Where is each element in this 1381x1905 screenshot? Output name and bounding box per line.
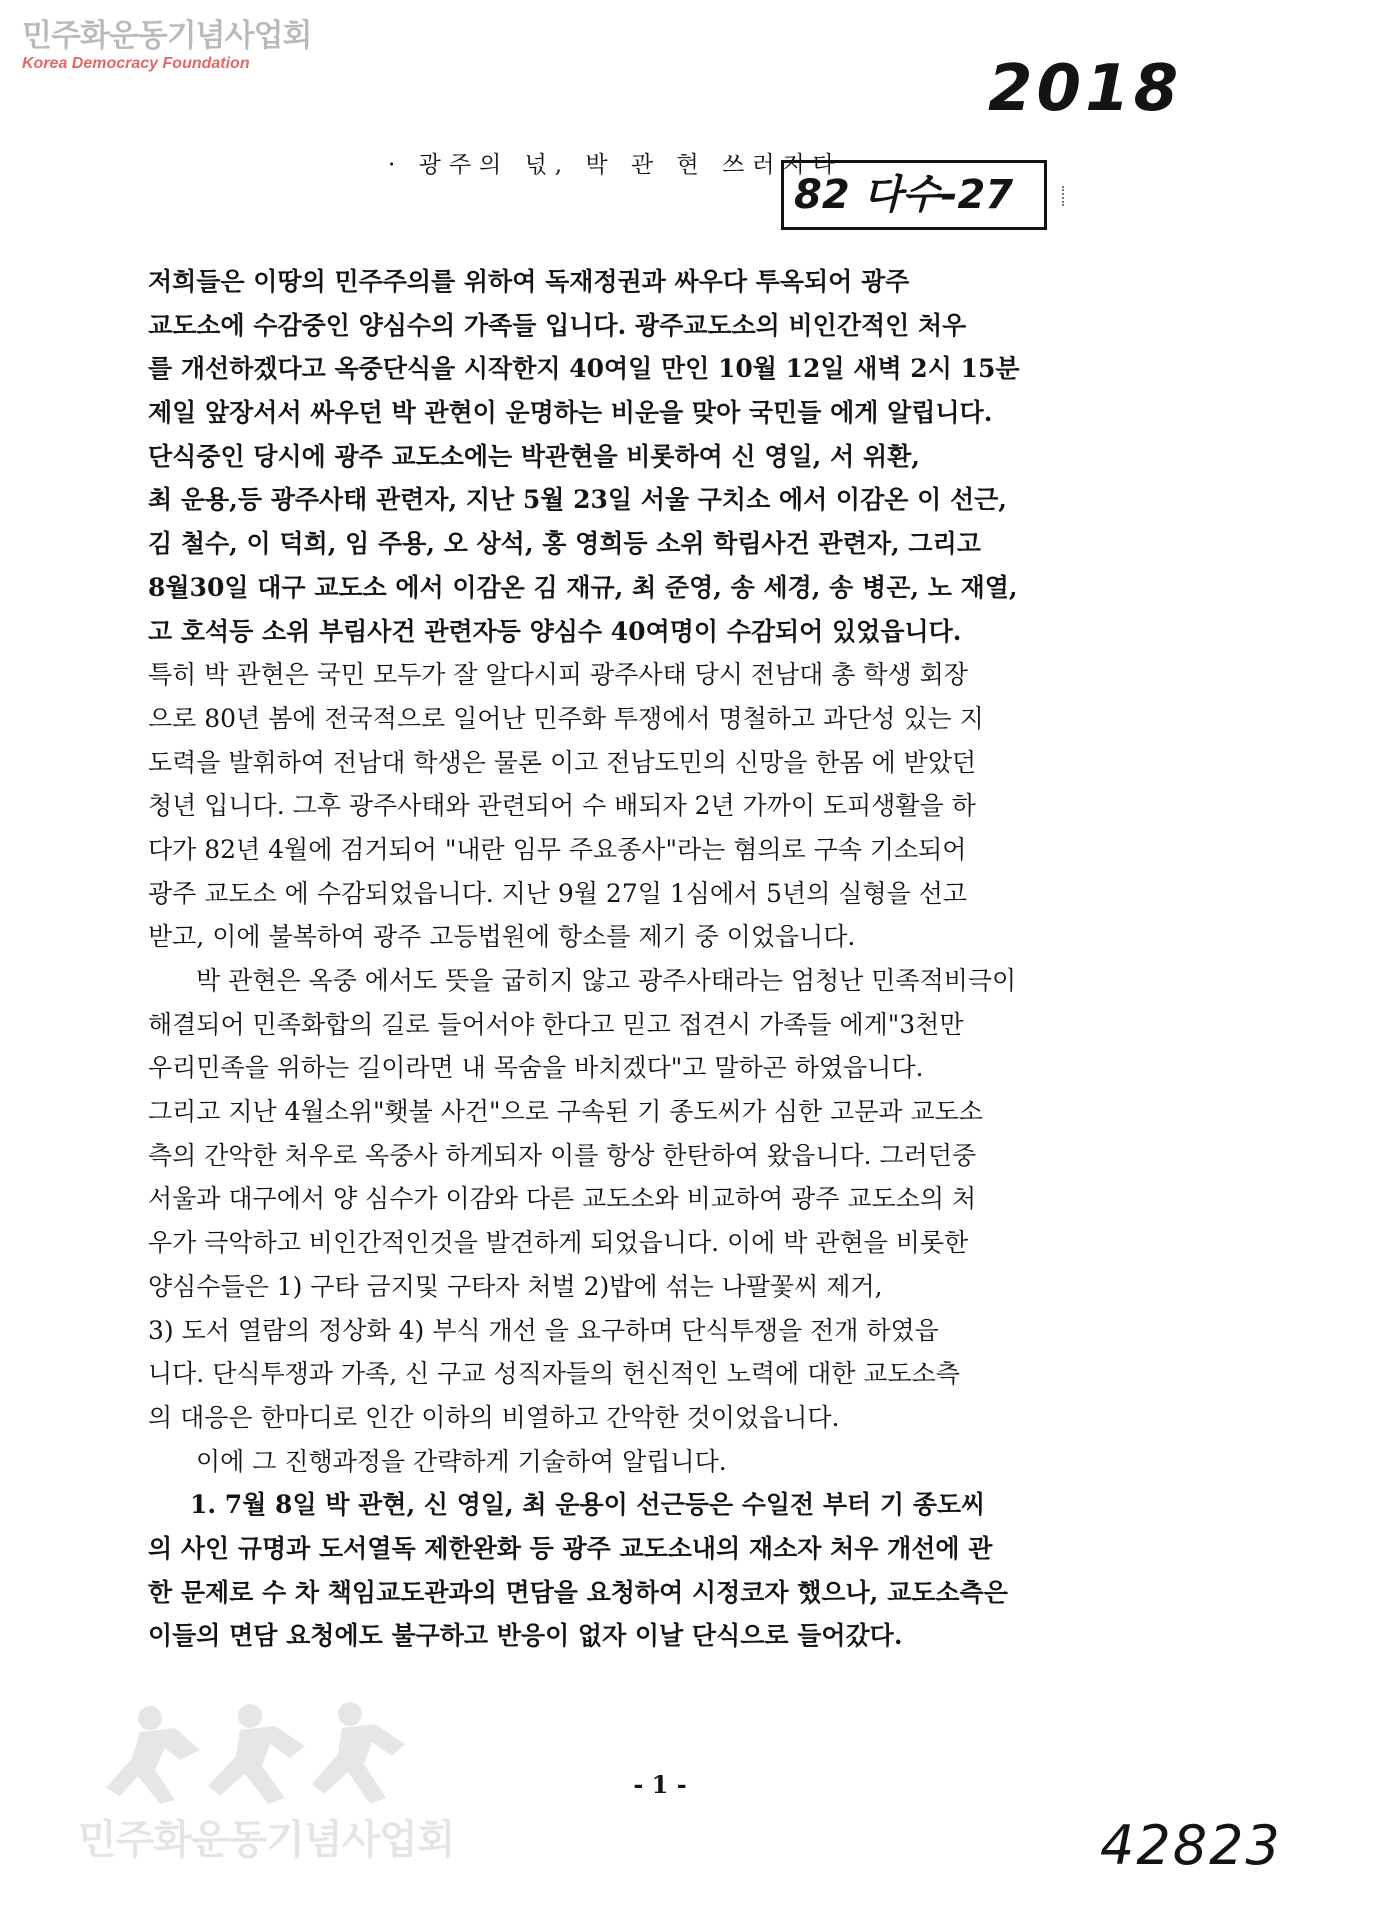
body-line: 특히 박 관현은 국민 모두가 잘 알다시피 광주사태 당시 전남대 총 학생 회장: [148, 660, 968, 690]
handwritten-document-number: 42823: [1100, 1814, 1282, 1877]
body-line: 해결되어 민족화합의 길로 들어서야 한다고 믿고 접견시 가족들 에게"3천만: [148, 1009, 964, 1039]
case-number-text: 82 다수-27: [794, 172, 1014, 218]
body-line: 우리민족을 위하는 길이라면 내 목숨을 바치겠다"고 말하곤 하였읍니다.: [148, 1053, 924, 1083]
body-line: 양심수들은 1) 구타 금지및 구타자 처벌 2)밥에 섞는 나팔꽃씨 제거,: [148, 1271, 883, 1301]
body-line: 광주 교도소 에 수감되었읍니다. 지난 9월 27일 1심에서 5년의 실형을 선고: [148, 878, 967, 908]
document-title: · 광주의 넋, 박 관 현 쓰러지다: [388, 152, 843, 178]
body-line: 다가 82년 4월에 검거되어 "내란 임무 주요종사"라는 혐의로 구속 기소되어: [148, 834, 967, 864]
body-line: 고 호석등 소위 부림사건 관련자등 양심수 40여명이 수감되어 있었읍니다.: [148, 616, 962, 646]
body-line: 제일 앞장서서 싸우던 박 관현이 운명하는 비운을 맞아 국민들 에게 알립니다.: [148, 398, 993, 428]
body-line: 받고, 이에 불복하여 광주 고등법원에 항소를 제기 중 이었읍니다.: [148, 922, 856, 952]
body-line: 우가 극악하고 비인간적인것을 발견하게 되었읍니다. 이에 박 관현을 비롯한: [148, 1228, 969, 1258]
body-line: 으로 80년 봄에 전국적으로 일어난 민주화 투쟁에서 명철하고 과단성 있는 지: [148, 703, 984, 733]
body-line: 박 관현은 옥중 에서도 뜻을 굽히지 않고 광주사태라는 엄청난 민족적비극이: [196, 966, 1017, 995]
body-line: 김 철수, 이 덕희, 임 주용, 오 상석, 홍 영희등 소위 학림사건 관련자, 그리고: [148, 529, 981, 559]
stamp-dotted-mark: [1062, 186, 1100, 206]
body-line: 도력을 발휘하여 전남대 학생은 물론 이고 전남도민의 신망을 한몸 에 받았던: [148, 747, 977, 777]
watermark-logo-english: Korea Democracy Foundation: [22, 55, 250, 72]
body-line: 측의 간악한 처우로 옥중사 하게되자 이를 항상 한탄하여 왔읍니다. 그러던중: [148, 1140, 977, 1170]
body-line: 서울과 대구에서 양 심수가 이감와 다른 교도소와 비교하여 광주 교도소의 처: [148, 1184, 977, 1214]
body-line: 저희들은 이땅의 민주주의를 위하여 독재정권과 싸우다 투옥되어 광주: [148, 267, 910, 296]
body-line: 를 개선하겠다고 옥중단식을 시작한지 40여일 만인 10월 12일 새벽 2시 15분: [148, 354, 1020, 384]
body-line: 이들의 면담 요청에도 불구하고 반응이 없자 이날 단식으로 들어갔다.: [148, 1621, 903, 1651]
body-line: 교도소에 수감중인 양심수의 가족들 입니다. 광주교도소의 비인간적인 처우: [148, 310, 967, 340]
body-line: 8월30일 대구 교도소 에서 이감온 김 재규, 최 준영, 송 세경, 송 병곤, 노 재열,: [148, 572, 1018, 602]
body-line: 청년 입니다. 그후 광주사태와 관련되어 수 배되자 2년 가까이 도피생활을 하: [148, 791, 976, 821]
body-line: 최 운용,등 광주사태 관련자, 지난 5월 23일 서울 구치소 에서 이감온 이 선근,: [148, 485, 1007, 515]
body-line: 한 문제로 수 차 책임교도관과의 면담을 요청하여 시정코자 했으나, 교도소측은: [148, 1577, 1008, 1607]
body-line: 단식중인 당시에 광주 교도소에는 박관현을 비롯하여 신 영일, 서 위환,: [148, 441, 920, 471]
body-line: 3) 도서 열람의 정상화 4) 부식 개선 을 요구하며 단식투쟁을 전개 하였읍: [148, 1315, 939, 1345]
case-number-stamp: [781, 160, 1047, 230]
page-number: - 1 -: [633, 1770, 687, 1799]
body-line: 의 대응은 한마디로 인간 이하의 비열하고 간악한 것이었읍니다.: [148, 1402, 840, 1432]
handwritten-archive-code: 2018: [988, 52, 1183, 126]
body-line: 그리고 지난 4월소위"횃불 사건"으로 구속된 기 종도씨가 심한 고문과 교도소: [148, 1097, 983, 1127]
body-line: 니다. 단식투쟁과 가족, 신 구교 성직자들의 헌신적인 노력에 대한 교도소측: [148, 1359, 960, 1389]
body-line: 의 사인 규명과 도서열독 제한완화 등 광주 교도소내의 재소자 처우 개선에 관: [148, 1533, 993, 1563]
body-line: 1. 7월 8일 박 관현, 신 영일, 최 운용이 선근등은 수일전 부터 기 종도씨: [190, 1490, 986, 1520]
document-body: [148, 260, 1248, 1658]
watermark-logo-korean: 민주화운동기념사업회: [22, 18, 312, 54]
watermark-logo: [22, 18, 311, 74]
body-line: 이에 그 진행과정을 간략하게 기술하여 알립니다.: [196, 1446, 727, 1476]
watermark-bottom-text: 민주화운동기념사업회: [78, 1817, 455, 1863]
watermark-runner-figure: [80, 1700, 420, 1810]
